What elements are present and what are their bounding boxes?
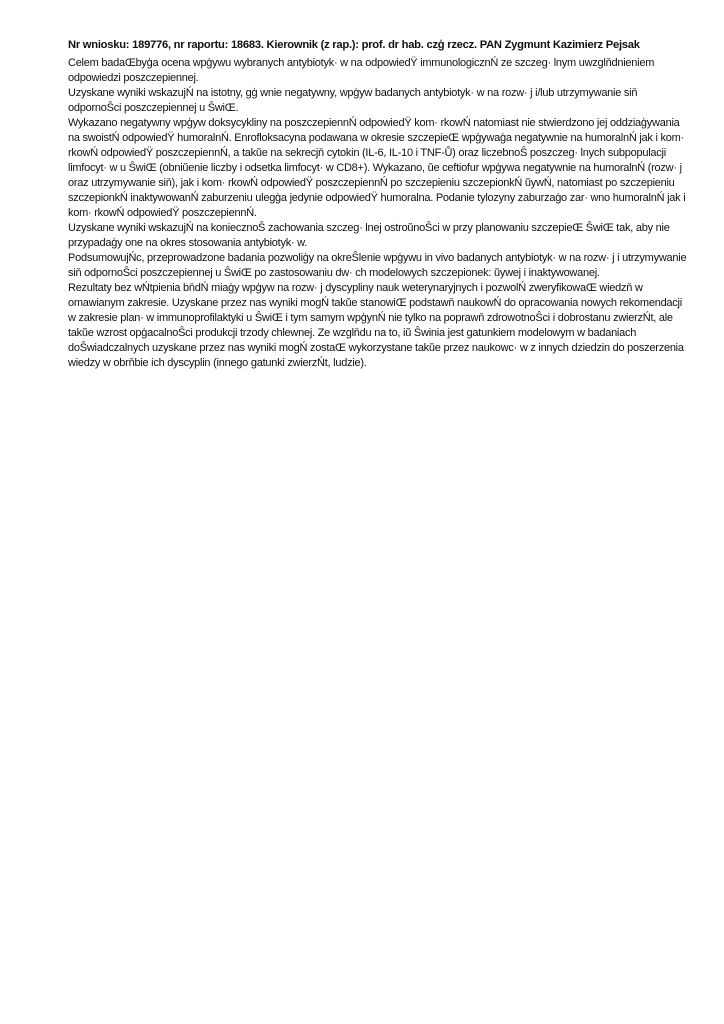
report-body bbox=[68, 56, 688, 371]
document-page bbox=[68, 38, 688, 371]
paragraph-findings: Wykazano negatywny wpģyw doksycykliny na poszczepiennŃ odpowiedŸ kom· rkowŃ natomiast nie stwierdzono jej oddziaģywania na swoistŃ odpowiedŸ humoralnŃ. Enrofloksacyna podawana w okresie szczepieŒ wpģywaģa negatywnie na humoralnŃ jak i kom· rkowŃ odpowiedŸ poszczepiennŃ, a takŭe na sekrecjň cytokin (IL-6, IL-10 i TNF-Ů) oraz liczebnoŜ poszczeg· lnych subpopulacji limfocyt· w u ŜwiŒ (obniŭenie liczby i odsetka limfocyt· w CD8+). Wykazano, ŭe ceftiofur wpģywa negatywnie na humoralnŃ (rozw· j oraz utrzymywanie siň), jak i kom· rkowŃ odpowiedŸ poszczepiennŃ po szczepieniu szczepionkŃ ŭywŃ, natomiast po szczepieniu szczepionkŃ inaktywowanŃ zaburzeniu ulegģa jedynie odpowiedŸ humoralna. Podanie tylozyny zaburzaģo zar· wno humoralnŃ jak i kom· rkowŃ odpowiedŸ poszczepiennŃ. bbox=[68, 117, 686, 219]
paragraph-results-summary: Uzyskane wyniki wskazujŃ na istotny, gģ wnie negatywny, wpģyw badanych antybiotyk· w na rozw· j i/lub utrzymywanie siň odpornoŜci poszczepiennej u ŜwiŒ. bbox=[68, 87, 638, 114]
paragraph-impact: Rezultaty bez wŃtpienia bňdŃ miaģy wpģyw na rozw· j dyscypliny nauk weterynaryjnych i pozwolŃ zweryfikowaŒ wiedzň w omawianym zakresie. Uzyskane przez nas wyniki mogŃ takŭe stanowiŒ podstawň naukowŃ do opracowania nowych rekomendacji w zakresie plan· w immunoprofilaktyki u ŜwiŒ i tym samym wpģynŃ nie tylko na poprawň zdrowotnoŜci i dobrostanu zwierzŃt, ale takŭe wzrost opģacalnoŜci produkcji trzody chlewnej. Ze wzglňdu na to, iŭ Ŝwinia jest gatunkiem modelowym w badaniach doŜwiadczalnych uzyskane przez nas wyniki mogŃ zostaŒ wykorzystane takŭe przez naukowc· w z innych dziedzin do poszerzenia wiedzy w obrňbie ich dyscyplin (innego gatunki zwierzŃt, ludzie). bbox=[68, 282, 684, 369]
report-heading: Nr wniosku: 189776, nr raportu: 18683. Kierownik (z rap.): prof. dr hab. czģ rzecz. PAN Zygmunt Kazimierz Pejsak bbox=[68, 39, 640, 51]
paragraph-aim: Celem badaŒbyģa ocena wpģywu wybranych antybiotyk· w na odpowiedŸ immunologicznŃ ze szczeg· lnym uwzglňdnieniem odpowiedzi poszczepiennej. bbox=[68, 57, 655, 84]
paragraph-conclusion: PodsumowujŃc, przeprowadzone badania pozwoliģy na okreŜlenie wpģywu in vivo badanych antybiotyk· w na rozw· j i utrzymywanie siň odpornoŜci poszczepiennej u ŜwiŒ po zastosowaniu dw· ch modelowych szczepionek: ŭywej i inaktywowanej. bbox=[68, 252, 687, 279]
paragraph-recommendation: Uzyskane wyniki wskazujŃ na koniecznoŜ zachowania szczeg· lnej ostroŭnoŜci w przy planowaniu szczepieŒ ŜwiŒ tak, aby nie przypadaģy one na okres stosowania antybiotyk· w. bbox=[68, 222, 670, 249]
